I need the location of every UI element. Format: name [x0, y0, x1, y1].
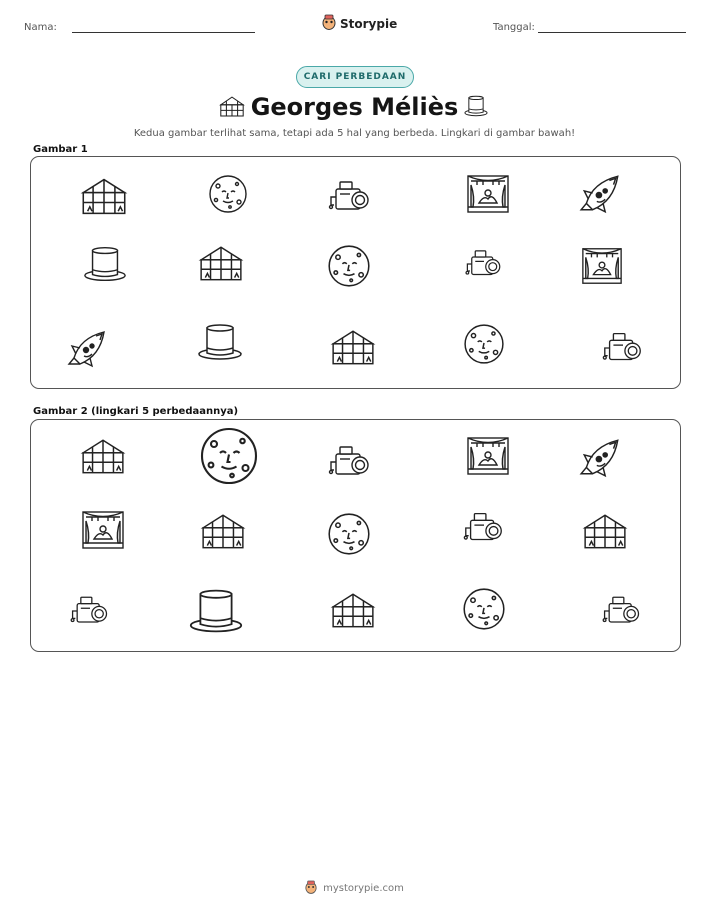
top-hat-icon: [196, 322, 244, 362]
greenhouse-icon[interactable]: [200, 512, 246, 552]
footer: [0, 880, 709, 897]
camera-icon: [600, 328, 646, 368]
greenhouse-icon[interactable]: [80, 438, 126, 476]
camera-icon[interactable]: [600, 591, 644, 631]
instructions: Kedua gambar terlihat sama, tetapi ada 5 hal yang berbeda. Lingkari di gambar bawah!: [133, 128, 576, 139]
greenhouse-icon: [80, 177, 128, 217]
moon-face-icon: [326, 244, 372, 288]
greenhouse-icon: [330, 328, 376, 368]
camera-icon[interactable]: [326, 442, 374, 482]
name-label: Nama:: [24, 22, 57, 33]
footer-url: mystorypie.com: [323, 883, 404, 894]
moon-face-icon: [463, 322, 505, 366]
date-field-line[interactable]: [538, 32, 686, 33]
theater-stage-icon[interactable]: [80, 508, 126, 552]
top-hat-icon[interactable]: [184, 587, 248, 635]
rocket-icon[interactable]: [578, 436, 624, 478]
camera-icon: [463, 244, 505, 284]
section1-label: Gambar 1: [33, 144, 88, 155]
camera-icon: [326, 177, 374, 217]
theater-stage-icon: [580, 244, 624, 288]
section2-label: Gambar 2 (lingkari 5 perbedaannya): [33, 406, 239, 417]
storypie-mascot-icon: [322, 14, 336, 33]
rocket-icon: [66, 328, 110, 368]
moon-face-icon[interactable]: [196, 426, 262, 486]
camera-icon[interactable]: [461, 508, 507, 548]
moon-face-icon[interactable]: [461, 587, 507, 631]
rocket-icon: [578, 172, 624, 214]
date-label: Tanggal:: [493, 22, 535, 33]
top-hat-icon: [463, 94, 489, 118]
moon-face-icon[interactable]: [326, 512, 372, 556]
greenhouse-icon: [198, 244, 244, 284]
greenhouse-icon[interactable]: [330, 591, 376, 631]
moon-face-icon: [208, 172, 248, 216]
brand-name: Storypie: [340, 16, 398, 31]
greenhouse-icon[interactable]: [582, 512, 628, 552]
activity-badge: CARI PERBEDAAN: [296, 66, 414, 88]
top-hat-icon: [82, 244, 128, 284]
page-title: Georges Méliès: [250, 93, 459, 121]
brand-logo: [322, 14, 397, 33]
camera-icon[interactable]: [68, 591, 112, 631]
name-field-line[interactable]: [72, 32, 255, 33]
theater-stage-icon[interactable]: [465, 434, 511, 478]
storypie-mascot-icon: [305, 880, 317, 897]
theater-stage-icon: [465, 172, 511, 216]
